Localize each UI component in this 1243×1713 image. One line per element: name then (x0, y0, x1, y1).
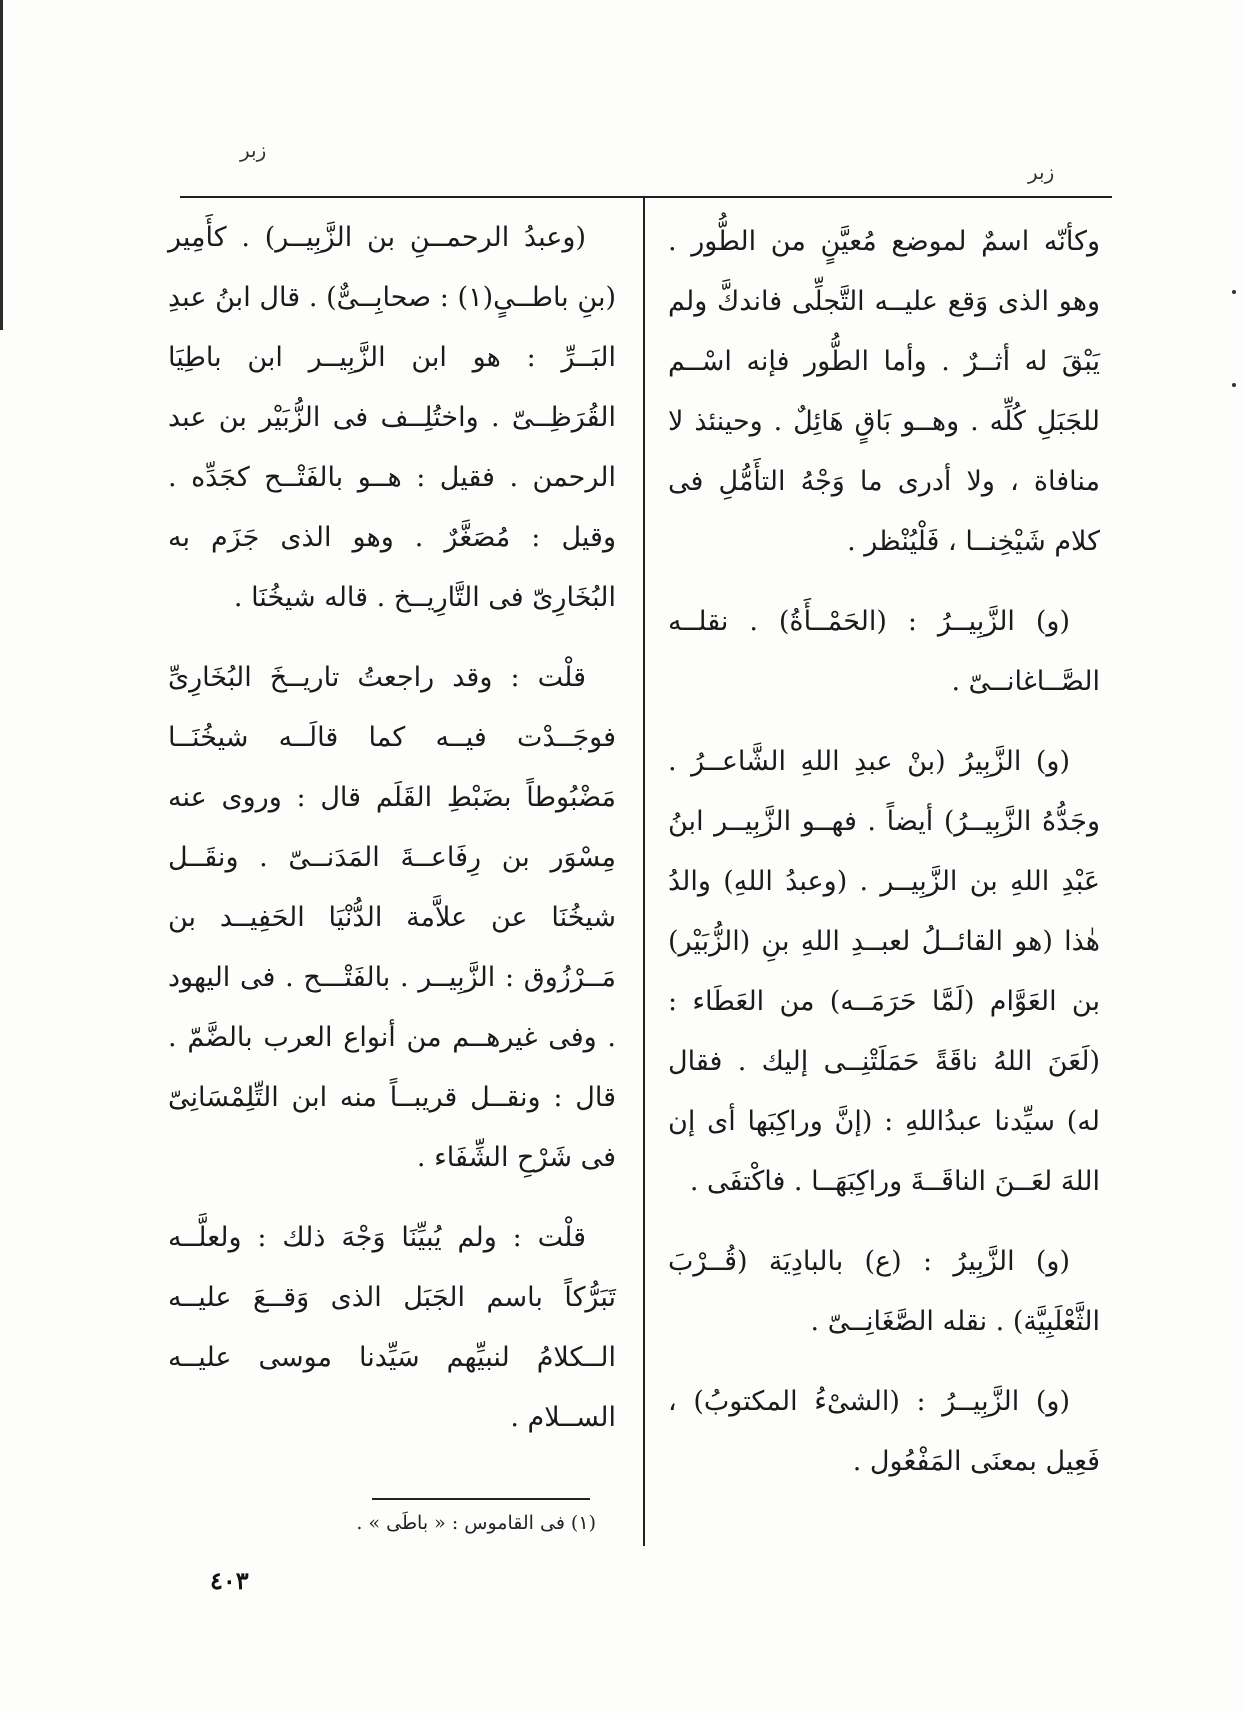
paragraph: (و) الزَّبِيــرُ : (الحَمْــأَةُ) . نقلــه الصَّــاغانــىّ . (668, 606, 1100, 697)
paragraph: (و) الزَّبِيرُ (بنْ عبدِ اللهِ الشَّاعــرُ . وجَدُّهُ الزَّبِيــرُ) أيضاً . فهــو الزَّبِيــر ابنُ عَبْدِ اللهِ بن الزَّبِيــر . (وعبدُ اللهِ) والدُ هٰذا (هو القائــلُ لعبــدِ اللهِ بنِ (الزُّبَيْر) بن العَوَّام (لَمَّا حَرَمَــه) من العَطَاء : (لَعَنَ اللهُ ناقَةً حَمَلَتْنِــى إليك . فقال له) سيِّدنا عبدُاللهِ : (إنَّ وراكِبَها أى إن اللهَ لعَــنَ الناقَــةَ وراكِبَهَــا . فاكْتفَى . (668, 746, 1100, 1197)
paragraph: (و) الزَّبِيــرُ : (الشىْءُ المكتوبُ) ، فَعِيل بمعنَى المَفْعُول . (668, 1386, 1100, 1477)
column-divider (643, 196, 645, 1546)
running-header-right: زبر (1028, 160, 1055, 184)
paragraph: قلْت : وقد راجعتُ تاريــخَ البُخَارِىِّ فوجَــدْت فيــه كما قالَــه شيخُنَــا مَضْبُوطاً بضَبْطِ القَلَم قال : وروى عنه مِسْوَر بن رِفَاعــةَ المَدَنــىّ . ونقَــل شيخُنَا عن علاَّمة الدُّنْيَا الحَفِيــد بن مَــرْزُوق : الزَّبِيــر . بالفَتْـــح . فى اليهود . وفى غيرهــم من أنواع العرب بالضَّمّ . قال : ونقــل قريبــاً منه ابن التِّلِمْسَانِىّ فى شَرْحِ الشِّفَاء . (168, 662, 616, 1173)
paragraph: وكأنّه اسمٌ لموضع مُعيَّنٍ من الطُّور . وهو الذى وَقع عليــه التَّجلِّى فاندكَّ ولم يَبْقَ له أثــرٌ . وأما الطُّور فإنه اسْــم للجَبَلِ كُلِّه . وهــو بَاقٍ هَائِلٌ . وحينئذ لا منافاة ، ولا أدرى ما وَجْهُ التأَمُّلِ فى كلام شَيْخِنــا ، فَلْيُنْظر . (668, 226, 1100, 557)
right-column (668, 212, 1100, 1512)
footnote-rule (372, 1498, 590, 1500)
paragraph: قلْت : ولم يُبيِّنَا وَجْهَ ذلك : ولعلَّــه تَبَرُّكاً باسم الجَبَل الذى وَقــعَ عليــه الــكلامُ لنبيِّهم سَيِّدنا موسى عليــه الســلام . (168, 1222, 616, 1433)
scan-speck (1232, 383, 1236, 387)
page-edge-shadow (0, 0, 3, 330)
running-header-left: زبر (240, 138, 267, 162)
header-rule (180, 196, 1112, 198)
left-column (168, 208, 616, 1468)
footnote: (١) فى القاموس : « باطَى » . (356, 1512, 596, 1534)
page-number: ٤٠٣ (210, 1566, 249, 1595)
paragraph: (وعبدُ الرحمــنِ بن الزَّبِيــر) . كأَمِير (بنِ باطــىٍ(١) : صحابِــىٌّ) . قال ابنُ عبدِ البَــرِّ : هو ابن الزَّبِيــر ابن باطِيَا القُرَظِــىّ . واختُلِــف فى الزُّبَيْر بن عبد الرحمن . فقيل : هــو بالفَتْــح كجَدِّه . وقيل : مُصَغَّرٌ . وهو الذى جَزَم به البُخَارِىّ فى التَّارِيــخ . قاله شيخُنَا . (168, 222, 616, 613)
scan-speck (1232, 290, 1236, 294)
paragraph: (و) الزَّبِيرُ : (ع) بالبادِيَة (قُــرْبَ الثَّعْلَبِيَّة) . نقله الصَّغَانِــىّ . (668, 1246, 1100, 1337)
